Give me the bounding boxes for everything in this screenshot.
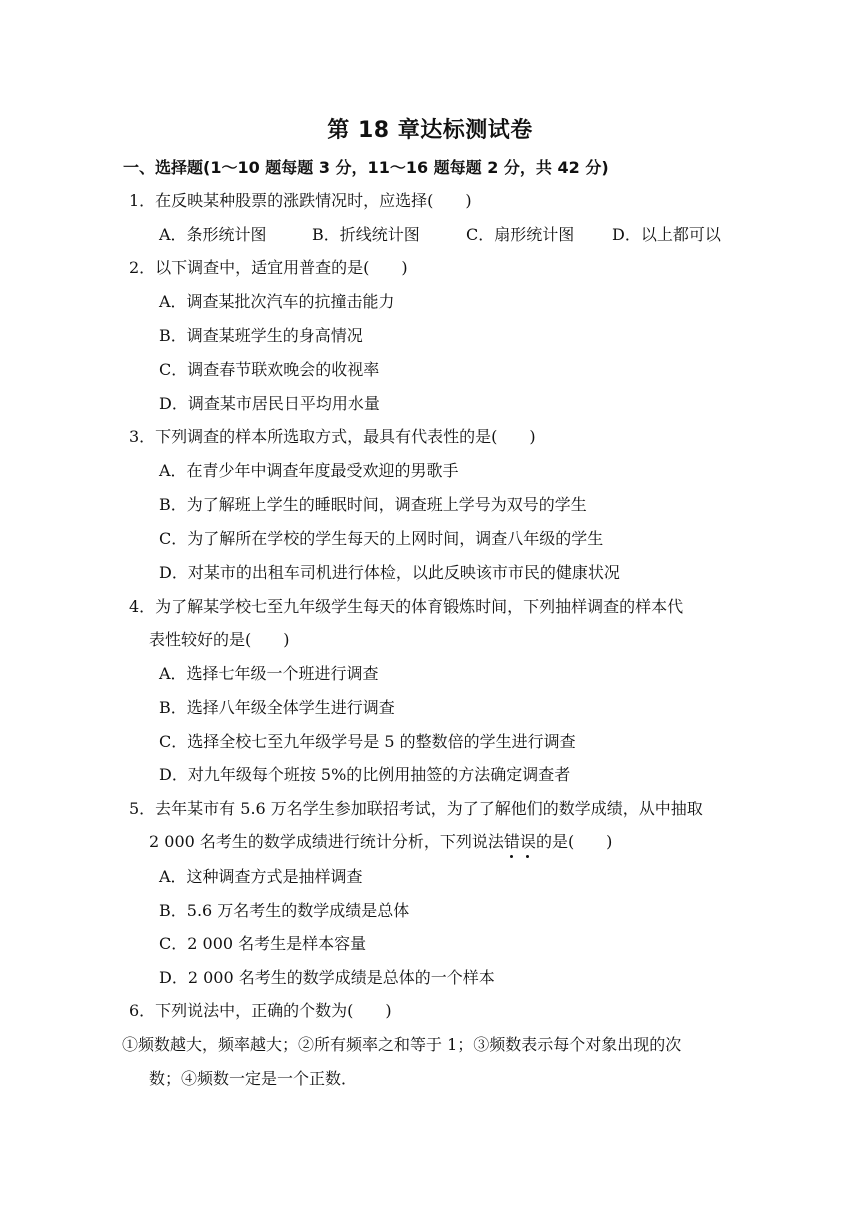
question-5-stem-cont-after: 的是( ) (535, 832, 613, 851)
question-3-option-c: C．为了解所在学校的学生每天的上网时间，调查八年级的学生 (159, 529, 604, 548)
question-5-stem-cont (149, 832, 860, 852)
question-4-stem-cont: 表性较好的是( ) (149, 630, 290, 649)
question-5-stem-cont-before: 2 000 名考生的数学成绩进行统计分析，下列说法 (149, 832, 504, 851)
question-4-stem: 4．为了解某学校七至九年级学生每天的体育锻炼时间，下列抽样调查的样本代 (129, 597, 684, 616)
question-4-option-c: C．选择全校七至九年级学号是 5 的整数倍的学生进行调查 (159, 732, 576, 751)
question-6-statements-cont: 数；④频数一定是一个正数． (149, 1069, 358, 1088)
question-1-stem: 1．在反映某种股票的涨跌情况时，应选择( ) (129, 191, 472, 210)
section-heading: 一、选择题(1～10 题每题 3 分，11～16 题每题 2 分，共 42 分) (123, 158, 609, 177)
question-2-option-c: C．调查春节联欢晚会的收视率 (159, 360, 380, 379)
question-5-stem: 5．去年某市有 5.6 万名学生参加联招考试，为了了解他们的数学成绩，从中抽取 (129, 799, 703, 818)
question-5-option-b: B．5.6 万名考生的数学成绩是总体 (159, 901, 410, 920)
question-6-statements: ①频数越大，频率越大；②所有频率之和等于 1；③频数表示每个对象出现的次 (122, 1035, 682, 1054)
question-4-option-b: B．选择八年级全体学生进行调查 (159, 698, 395, 717)
question-1-option-a: A．条形统计图 (159, 225, 267, 244)
question-1-option-d: D．以上都可以 (612, 225, 721, 244)
question-5-option-d: D．2 000 名考生的数学成绩是总体的一个样本 (159, 968, 495, 987)
question-1-option-b: B．折线统计图 (312, 225, 420, 244)
question-3-option-d: D．对某市的出租车司机进行体检，以此反映该市市民的健康状况 (159, 563, 620, 582)
question-3-stem: 3．下列调查的样本所选取方式，最具有代表性的是( ) (129, 427, 536, 446)
emphasis-char-2: 误 (519, 832, 536, 851)
page-title: 第 18 章达标测试卷 (327, 118, 533, 143)
question-4-option-a: A．选择七年级一个班进行调查 (159, 664, 379, 683)
emphasis-char-1: 错 (503, 832, 520, 851)
question-3-option-a: A．在青少年中调查年度最受欢迎的男歌手 (159, 461, 459, 480)
question-5-option-c: C．2 000 名考生是样本容量 (159, 934, 367, 953)
question-2-option-b: B．调查某班学生的身高情况 (159, 326, 363, 345)
question-2-option-d: D．调查某市居民日平均用水量 (159, 394, 380, 413)
question-3-option-b: B．为了解班上学生的睡眠时间，调查班上学号为双号的学生 (159, 495, 587, 514)
question-4-option-d: D．对九年级每个班按 5%的比例用抽签的方法确定调查者 (159, 765, 571, 784)
question-2-option-a: A．调查某批次汽车的抗撞击能力 (159, 292, 395, 311)
question-2-stem: 2．以下调查中，适宜用普查的是( ) (129, 258, 408, 277)
question-1-option-c: C．扇形统计图 (466, 225, 575, 244)
question-6-stem: 6．下列说法中，正确的个数为( ) (129, 1001, 392, 1020)
question-5-option-a: A．这种调查方式是抽样调查 (159, 867, 363, 886)
